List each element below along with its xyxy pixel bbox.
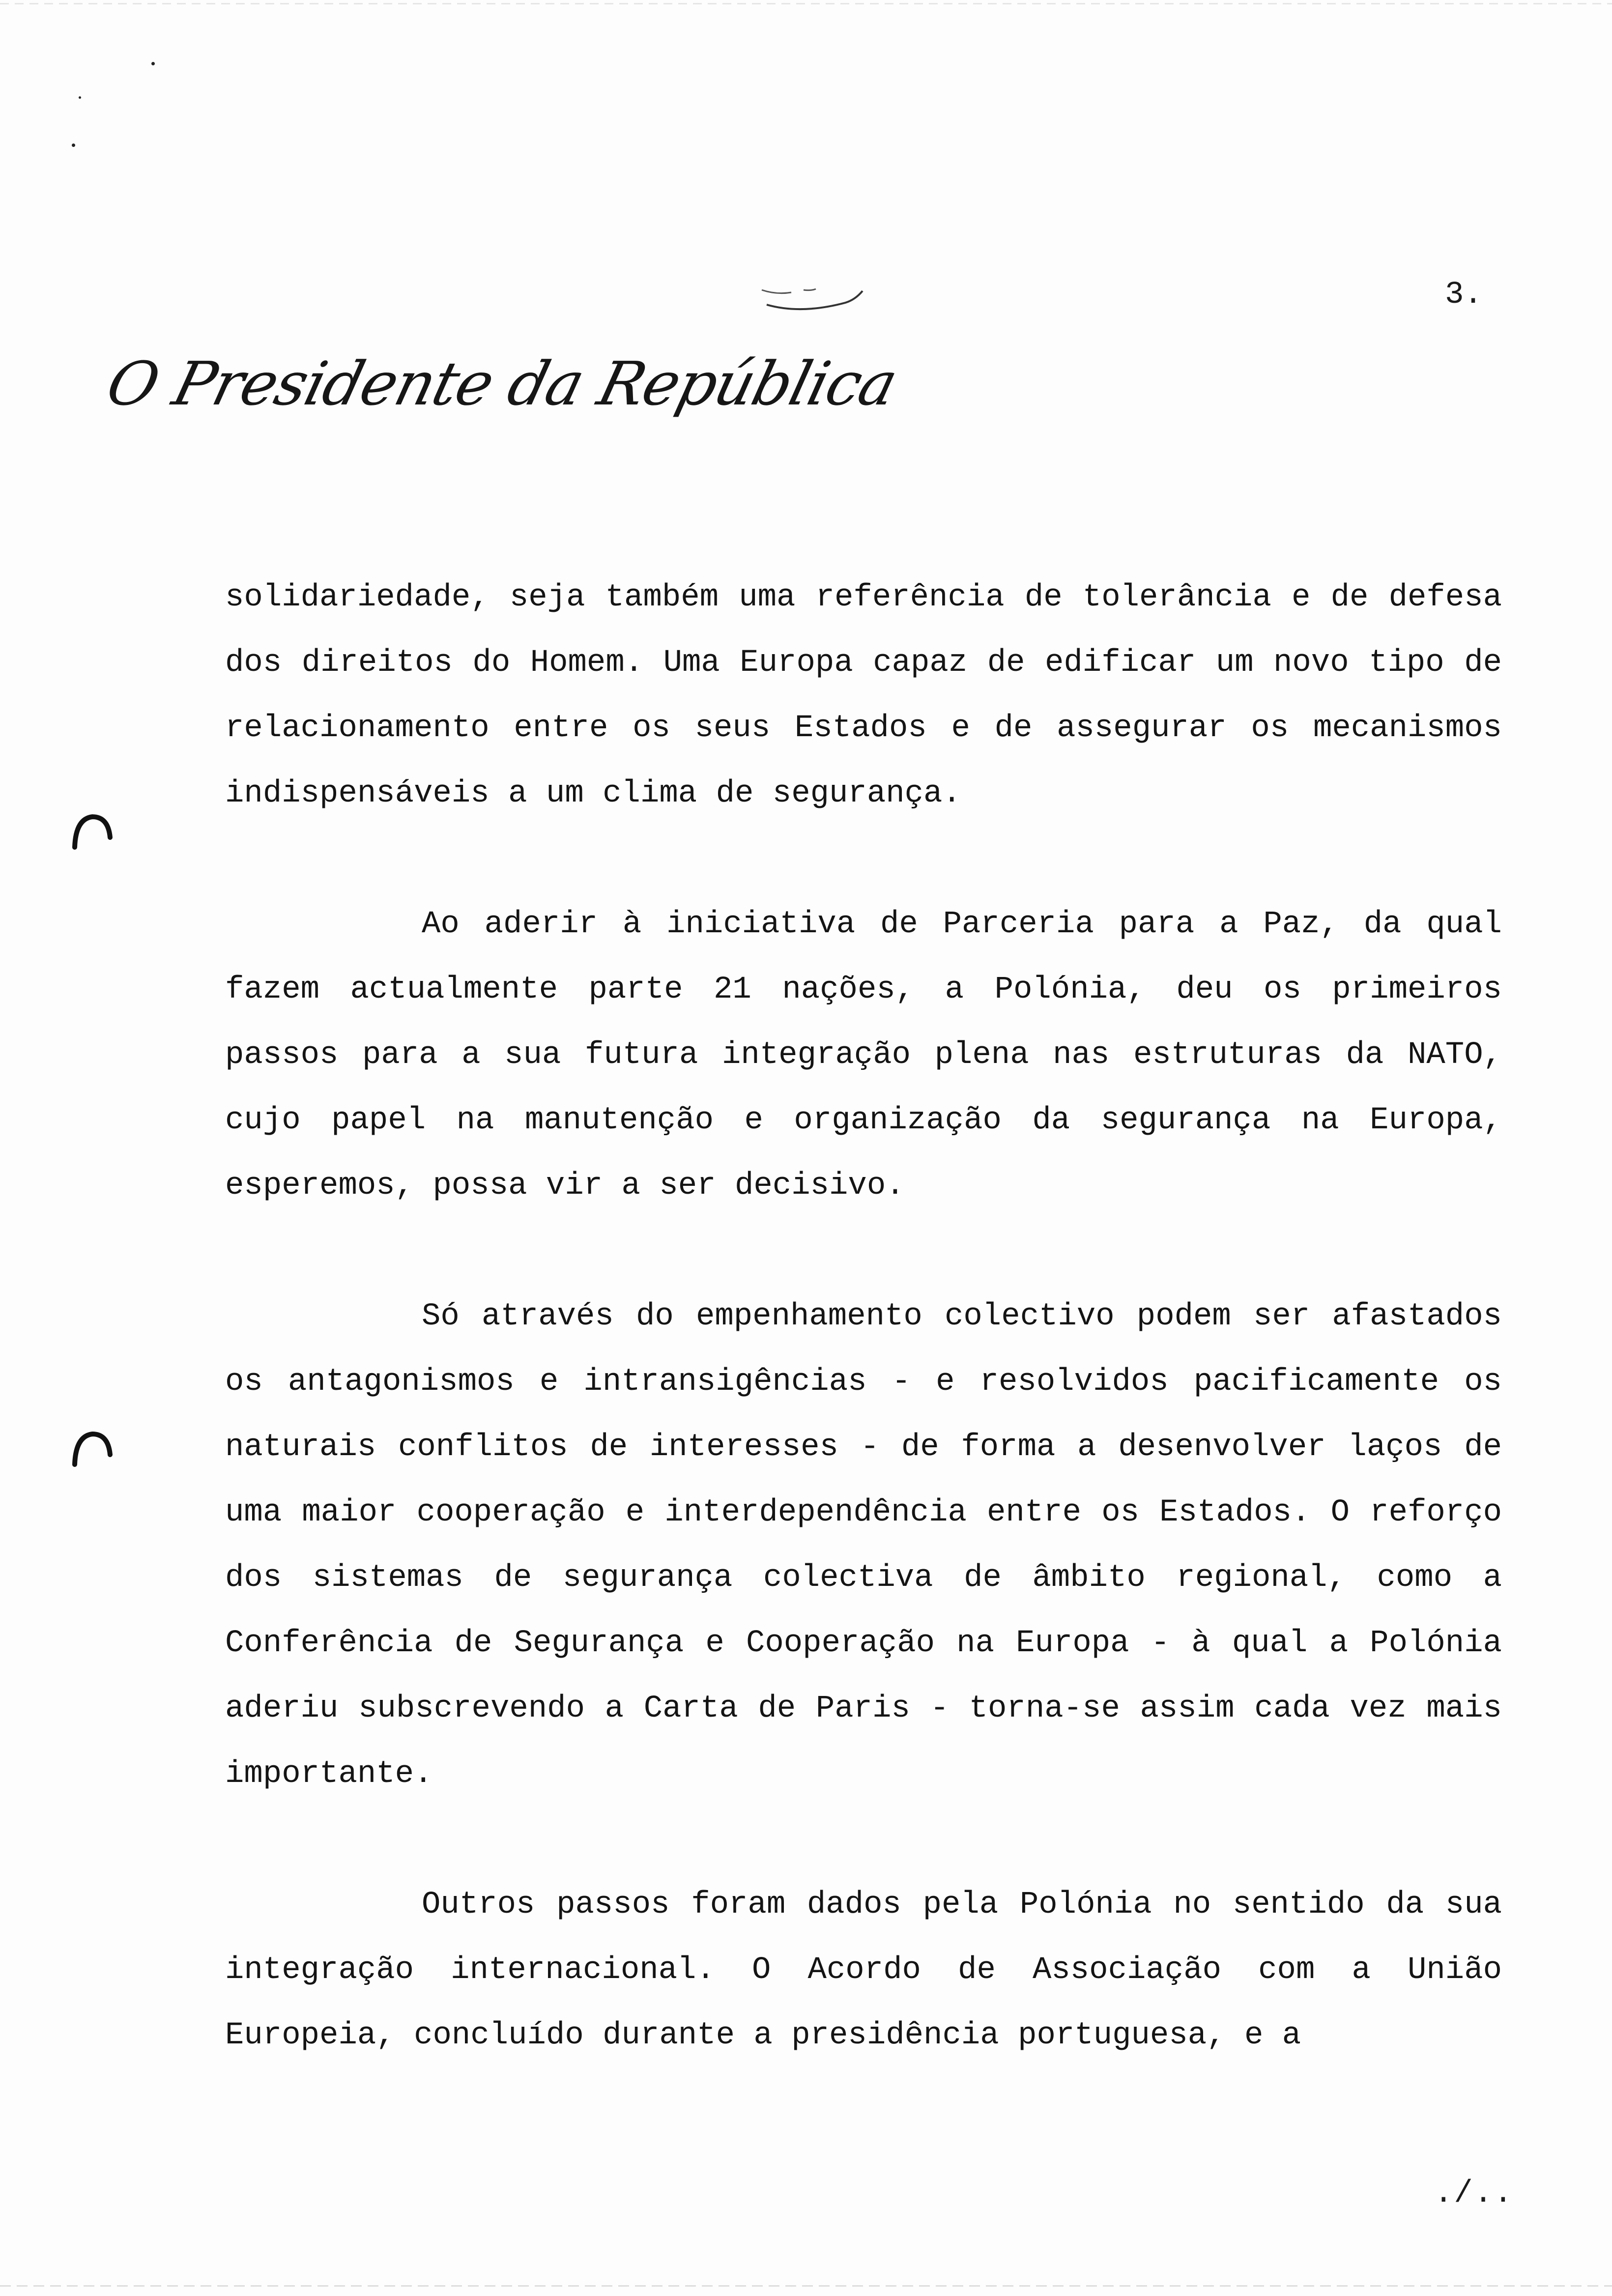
- scan-speck: [151, 62, 155, 65]
- paragraph: Outros passos foram dados pela Polónia no sentido da sua integração internacional. O Acordo de Associação com a União Europeia, concluído durante a presidência portuguesa, e a: [225, 1887, 1502, 2053]
- scan-artifact-bottom: [0, 2285, 1612, 2287]
- paragraph: Ao aderir à iniciativa de Parceria para a Paz, da qual fazem actualmente parte 21 nações, a Polónia, deu os primeiros passos para a sua futura integração plena nas estruturas da NATO, cujo papel na manutenção e organização da segurança na Europa, esperemos, possa vir a ser decisivo.: [225, 907, 1502, 1204]
- body-text: [225, 565, 1502, 2068]
- scan-speck: [79, 96, 81, 99]
- scan-speck: [72, 144, 75, 147]
- scan-artifact-top: [0, 3, 1612, 4]
- paragraph: Só através do empenhamento colectivo podem ser afastados os antagonismos e intransigências - e resolvidos pacificamente os naturais conflitos de interesses - de forma a desenvolver laços de uma maior cooperação e interdependência entre os Estados. O reforço dos sistemas de segurança colectiva de âmbito regional, como a Conferência de Segurança e Cooperação na Europa - à qual a Polónia aderiu subscrevendo a Carta de Paris - torna-se assim cada vez mais importante.: [225, 1299, 1502, 1792]
- continuation-mark: ./..: [1434, 2176, 1514, 2211]
- hole-punch-mark: [69, 1429, 113, 1468]
- page-number: 3.: [1445, 277, 1483, 313]
- hole-punch-mark: [69, 812, 113, 851]
- letterhead: O Presidente da República: [100, 349, 904, 419]
- paragraph: solidariedade, seja também uma referência de tolerância e de defesa dos direitos do Homem. Uma Europa capaz de edificar um novo tipo de relacionamento entre os seus Estados e de assegurar os mecanismos indispensáveis a um clima de segurança.: [225, 580, 1502, 811]
- pen-mark: [757, 265, 870, 319]
